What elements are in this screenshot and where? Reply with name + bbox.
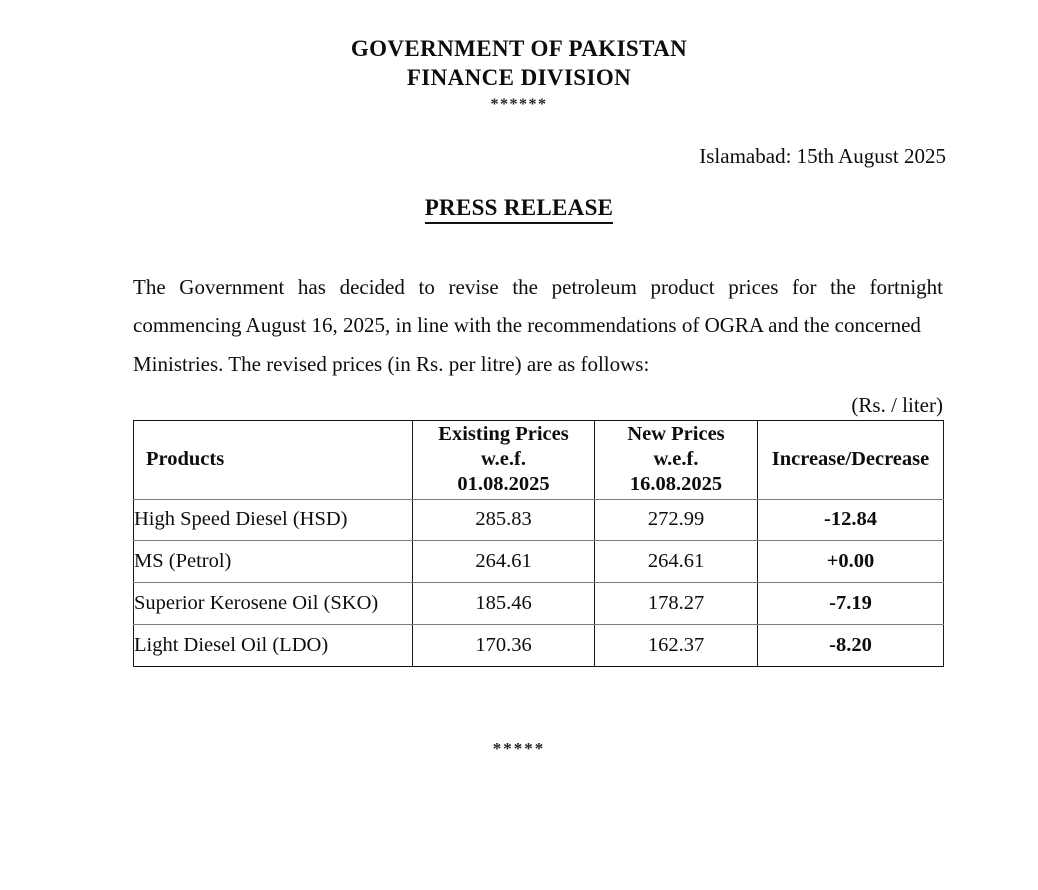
column-header-existing-prices — [413, 420, 595, 499]
column-header-existing-title: Existing Prices — [438, 422, 569, 445]
table-header — [134, 420, 944, 499]
organization-name-line2: FINANCE DIVISION — [406, 65, 632, 91]
units-caption-row — [133, 393, 943, 418]
cell-change: -12.84 — [758, 499, 944, 540]
footer-star-separator: ***** — [492, 738, 546, 758]
column-header-new-date: 16.08.2025 — [629, 473, 723, 496]
body-section — [133, 268, 943, 383]
cell-existing-price: 285.83 — [413, 499, 595, 540]
table-row — [134, 582, 944, 624]
cell-change: -8.20 — [758, 624, 944, 666]
column-header-new-wef: w.e.f. — [653, 448, 699, 471]
column-header-new-title: New Prices — [627, 422, 725, 445]
cell-product-name: Light Diesel Oil (LDO) — [134, 624, 413, 666]
dateline: Islamabad: 15th August 2025 — [699, 144, 946, 169]
cell-new-price: 264.61 — [595, 540, 758, 582]
body-line-3: Ministries. The revised prices (in Rs. per litre) are as follows: — [133, 351, 650, 376]
table-row — [134, 624, 944, 666]
price-table-container — [133, 420, 943, 667]
cell-new-price: 162.37 — [595, 624, 758, 666]
cell-existing-price: 170.36 — [413, 624, 595, 666]
body-line-2: commencing August 16, 2025, in line with the recommendations of OGRA and the concerned — [133, 313, 921, 338]
column-header-existing-wef: w.e.f. — [481, 448, 526, 471]
title-row — [0, 195, 1038, 224]
cell-new-price: 272.99 — [595, 499, 758, 540]
column-header-new-prices — [595, 420, 758, 499]
cell-product-name: Superior Kerosene Oil (SKO) — [134, 582, 413, 624]
table-header-row — [134, 420, 944, 499]
column-header-products: Products — [134, 420, 413, 499]
table-body — [134, 499, 944, 666]
cell-existing-price: 264.61 — [413, 540, 595, 582]
cell-new-price: 178.27 — [595, 582, 758, 624]
header-star-separator: ****** — [490, 95, 548, 113]
dateline-row — [0, 144, 1038, 169]
page-title: PRESS RELEASE — [425, 195, 614, 224]
cell-change: +0.00 — [758, 540, 944, 582]
body-paragraph — [133, 268, 943, 383]
cell-product-name: MS (Petrol) — [134, 540, 413, 582]
table-row — [134, 499, 944, 540]
organization-name-line1: GOVERNMENT OF PAKISTAN — [350, 36, 688, 61]
petroleum-price-table — [133, 420, 944, 667]
cell-change: -7.19 — [758, 582, 944, 624]
body-line-1: The Government has decided to revise the petroleum product prices for the fortnight — [133, 275, 943, 300]
units-caption: (Rs. / liter) — [851, 392, 943, 417]
document-masthead — [0, 0, 1038, 114]
cell-existing-price: 185.46 — [413, 582, 595, 624]
cell-product-name: High Speed Diesel (HSD) — [134, 499, 413, 540]
table-row — [134, 540, 944, 582]
column-header-increase-decrease: Increase/Decrease — [758, 420, 944, 499]
column-header-existing-date: 01.08.2025 — [457, 473, 550, 496]
